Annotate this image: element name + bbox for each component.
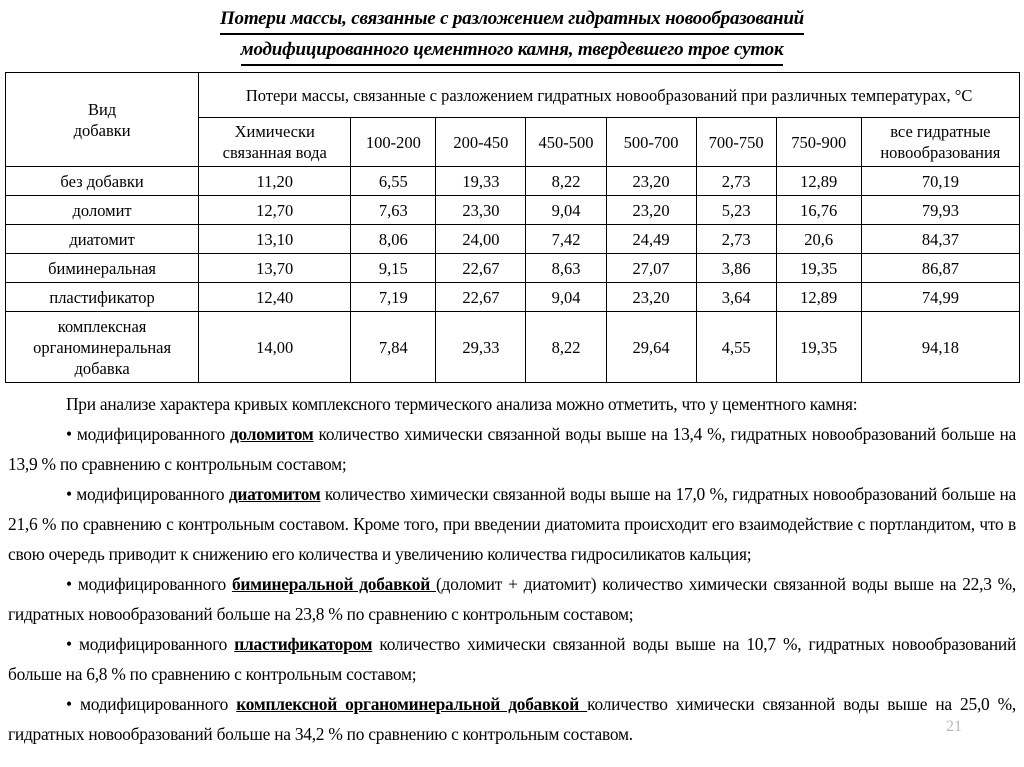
bullet-suffix: количество химически связанной воды выше на 13,4 %, гидратных новообразований больше на 13,9 % по сравнению с контрольным составом; [8, 424, 1016, 474]
bullet-bimineral [8, 569, 1016, 629]
bullet-plasticizer [8, 629, 1016, 689]
cell-value: 12,89 [776, 167, 861, 196]
table-row [6, 283, 1020, 312]
cell-value: 22,67 [436, 283, 526, 312]
cell-value: 9,15 [351, 254, 436, 283]
mass-loss-table [5, 72, 1020, 383]
cell-value: 5,23 [696, 196, 776, 225]
cell-value: 24,49 [606, 225, 696, 254]
cell-value: 70,19 [861, 167, 1019, 196]
header-col-all-hydrate-formations [861, 118, 1019, 167]
table-container [0, 72, 1024, 383]
header-col-chemically-bound-water [199, 118, 351, 167]
header-group-temperatures: Потери массы, связанные с разложением гидратных новообразований при различных температурах, °С [199, 73, 1020, 118]
cell-value: 3,64 [696, 283, 776, 312]
bullet-complex-organomineral [8, 689, 1016, 749]
paragraph-intro: При анализе характера кривых комплексного термического анализа можно отметить, что у цементного камня: [66, 394, 858, 414]
row-label-line-1: комплексная [57, 316, 147, 336]
cell-value: 13,10 [199, 225, 351, 254]
cell-value: 8,22 [526, 312, 606, 383]
row-label: биминеральная [6, 254, 199, 283]
header-col-700-750: 700-750 [696, 118, 776, 167]
table-row [6, 254, 1020, 283]
cell-value: 27,07 [606, 254, 696, 283]
bullet-suffix: количество химически связанной воды выше на 25,0 %, гидратных новообразований больше на 34,2 % по сравнению с контрольным составом. [8, 694, 1016, 744]
header-chem-water-line-1: Химически [234, 122, 315, 141]
cell-value: 86,87 [861, 254, 1019, 283]
bullet-emphasis: пластификатором [234, 634, 373, 654]
cell-value: 79,93 [861, 196, 1019, 225]
cell-value: 11,20 [199, 167, 351, 196]
bullet-prefix: • модифицированного [66, 634, 235, 654]
cell-value: 23,30 [436, 196, 526, 225]
page-title-line-1: Потери массы, связанные с разложением гидратных новообразований [220, 4, 804, 35]
cell-value: 12,40 [199, 283, 351, 312]
cell-value: 24,00 [436, 225, 526, 254]
cell-value: 9,04 [526, 283, 606, 312]
bullet-emphasis: диатомитом [228, 484, 321, 504]
row-label-line-2: органоминеральная [33, 337, 172, 357]
header-additive-type-line-2: добавки [73, 120, 131, 140]
cell-value: 3,86 [696, 254, 776, 283]
header-all-hydrate-line-1: все гидратные [890, 122, 991, 141]
bullet-emphasis: биминеральной добавкой [231, 574, 437, 594]
header-col-200-450: 200-450 [436, 118, 526, 167]
cell-value: 12,70 [199, 196, 351, 225]
row-label [6, 312, 199, 383]
cell-value: 12,89 [776, 283, 861, 312]
row-label: доломит [6, 196, 199, 225]
header-col-750-900: 750-900 [776, 118, 861, 167]
cell-value: 16,76 [776, 196, 861, 225]
cell-value: 13,70 [199, 254, 351, 283]
bullet-emphasis: комплексной органоминеральной добавкой [236, 694, 588, 714]
header-col-100-200: 100-200 [351, 118, 436, 167]
bullet-prefix: • модифицированного [66, 694, 237, 714]
cell-value: 19,35 [776, 312, 861, 383]
bullet-prefix: • модифицированного [66, 484, 229, 504]
cell-value: 14,00 [199, 312, 351, 383]
bullet-suffix: количество химически связанной воды выше на 10,7 %, гидратных новообразований больше на 6,8 % по сравнению с контрольным составом; [8, 634, 1016, 684]
cell-value: 74,99 [861, 283, 1019, 312]
table-row [6, 167, 1020, 196]
cell-value: 2,73 [696, 225, 776, 254]
bullet-emphasis: доломитом [229, 424, 314, 444]
bullet-suffix: (доломит + диатомит) количество химически связанной воды выше на 22,3 %, гидратных новообразований больше на 23,8 % по сравнению с контрольным составом; [8, 574, 1017, 624]
table-row [6, 196, 1020, 225]
page-title-line-2: модифицированного цементного камня, твердевшего трое суток [241, 35, 784, 66]
cell-value: 23,20 [606, 283, 696, 312]
cell-value: 7,63 [351, 196, 436, 225]
row-label: пластификатор [6, 283, 199, 312]
cell-value: 84,37 [861, 225, 1019, 254]
cell-value: 7,84 [351, 312, 436, 383]
header-additive-type [6, 73, 199, 167]
bullet-diatomite [8, 479, 1016, 569]
cell-value: 29,64 [606, 312, 696, 383]
header-col-500-700: 500-700 [606, 118, 696, 167]
cell-value: 9,04 [526, 196, 606, 225]
page-number: 21 [946, 718, 962, 735]
cell-value: 6,55 [351, 167, 436, 196]
page-title [0, 0, 1024, 66]
cell-value: 94,18 [861, 312, 1019, 383]
cell-value: 20,6 [776, 225, 861, 254]
body-text [0, 383, 1024, 749]
cell-value: 7,42 [526, 225, 606, 254]
row-label: без добавки [6, 167, 199, 196]
cell-value: 19,35 [776, 254, 861, 283]
table-header-row-1 [6, 73, 1020, 118]
cell-value: 2,73 [696, 167, 776, 196]
table-row [6, 312, 1020, 383]
header-additive-type-line-1: Вид [87, 99, 117, 119]
header-chem-water-line-2: связанная вода [222, 143, 327, 162]
table-body [6, 167, 1020, 383]
cell-value: 29,33 [436, 312, 526, 383]
cell-value: 8,06 [351, 225, 436, 254]
cell-value: 23,20 [606, 167, 696, 196]
bullet-dolomite [8, 419, 1016, 479]
cell-value: 23,20 [606, 196, 696, 225]
row-label-line-3: добавка [74, 358, 130, 378]
cell-value: 8,63 [526, 254, 606, 283]
cell-value: 22,67 [436, 254, 526, 283]
cell-value: 8,22 [526, 167, 606, 196]
header-col-450-500: 450-500 [526, 118, 606, 167]
cell-value: 7,19 [351, 283, 436, 312]
cell-value: 4,55 [696, 312, 776, 383]
cell-value: 19,33 [436, 167, 526, 196]
bullet-prefix: • модифицированного [66, 424, 230, 444]
row-label: диатомит [6, 225, 199, 254]
bullet-suffix: количество химически связанной воды выше на 17,0 %, гидратных новообразований больше на 21,6 % по сравнению с контрольным составом. Кроме того, при введении диатомита происходит его взаимодействие с портландитом, что в свою очередь приводит к снижению его количества и увеличению количества гидросиликатов кальция; [8, 484, 1016, 564]
bullet-prefix: • модифицированного [66, 574, 232, 594]
table-row [6, 225, 1020, 254]
header-all-hydrate-line-2: новообразования [880, 143, 1001, 162]
